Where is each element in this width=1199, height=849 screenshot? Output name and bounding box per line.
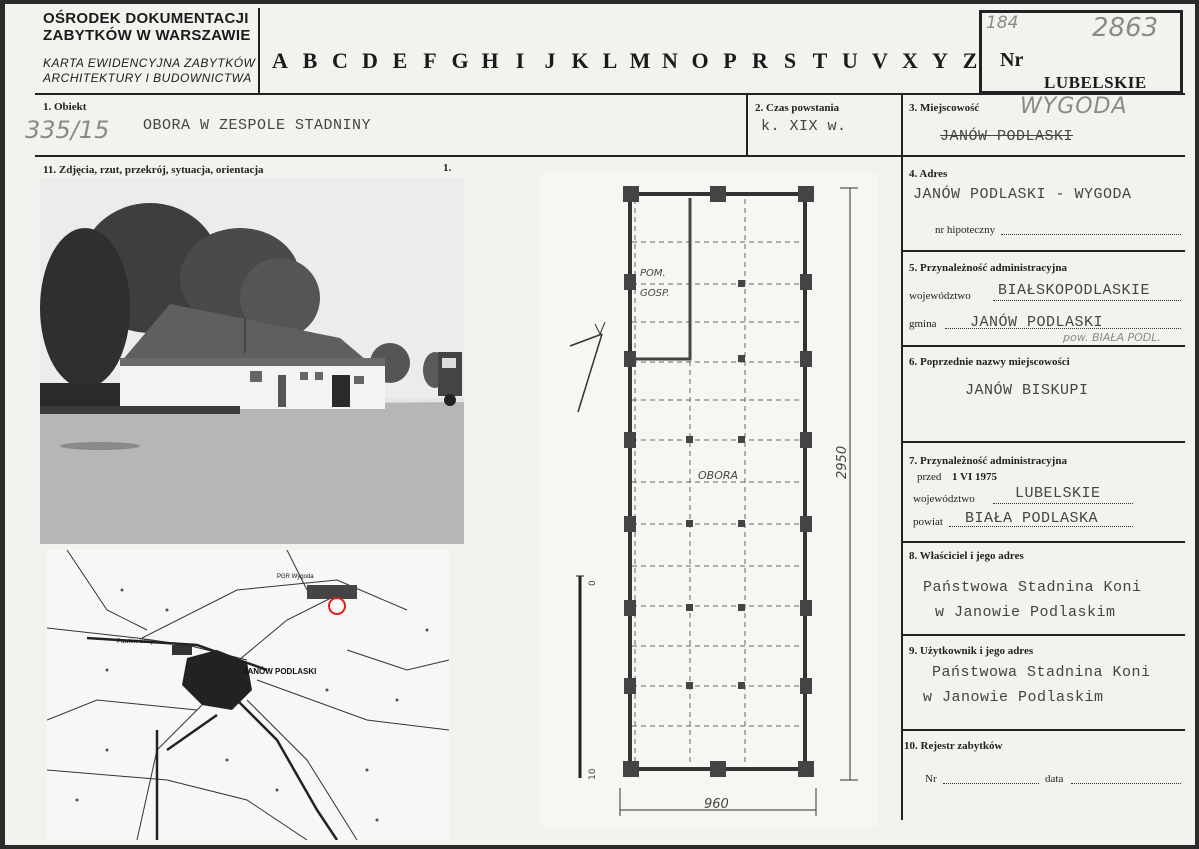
field-5-gmina-label: gmina <box>909 318 937 330</box>
index-letter: X <box>902 48 918 73</box>
region-name: LUBELSKIE <box>1044 73 1147 92</box>
field-8-line1: Państwowa Stadnina Koni <box>923 579 1142 596</box>
plan-room-label-2: GOSP. <box>640 288 670 299</box>
nr-label: Nr <box>1000 49 1024 71</box>
field-5-handwritten: pow. BIAŁA PODL. <box>1063 331 1161 344</box>
map-graphic <box>47 550 449 840</box>
field-7-before-value: 1 VI 1975 <box>952 471 998 483</box>
index-letter: F <box>423 48 437 73</box>
field-1-label: 1. Obiekt <box>43 101 87 113</box>
map-label-site: PGR Wygoda <box>277 574 314 580</box>
index-letter: E <box>392 48 408 73</box>
divider <box>901 250 1185 252</box>
divider <box>901 93 903 820</box>
card-kind: KARTA EWIDENCYJNA ZABYTKÓW ARCHITEKTURY I BUDOWNICTWA <box>43 56 256 85</box>
index-letter: J <box>544 48 556 73</box>
location-map <box>47 550 449 840</box>
field-3-value: JANÓW PODLASKI <box>940 128 1074 145</box>
field-5-label: 5. Przynależność administracyjna <box>909 262 1067 274</box>
field-7-county-label: powiat <box>913 516 943 528</box>
index-letter: A <box>272 48 288 73</box>
building-photo <box>40 178 464 544</box>
divider <box>35 93 1185 95</box>
nr-box <box>979 10 1183 94</box>
floor-plan-graphic <box>540 174 878 826</box>
field-9-line1: Państwowa Stadnina Koni <box>932 664 1151 681</box>
field-7-voivodeship-label: województwo <box>913 493 975 505</box>
divider <box>35 155 1185 157</box>
index-letters <box>265 48 985 74</box>
dotted-line <box>1071 783 1181 784</box>
field-6-label: 6. Poprzednie nazwy miejscowości <box>909 356 1070 368</box>
field-1-handwritten-ref: 335/15 <box>25 116 110 144</box>
field-5-voivodeship-value: BIAŁSKOPODLASKIE <box>998 282 1151 299</box>
field-6-value: JANÓW BISKUPI <box>965 382 1089 399</box>
index-letter: V <box>872 48 888 73</box>
field-5-voivodeship-label: województwo <box>909 290 971 302</box>
dotted-line <box>949 526 1133 527</box>
index-letter: T <box>812 48 828 73</box>
plan-dim-width: 960 <box>704 797 729 812</box>
index-letter: K <box>571 48 589 73</box>
index-letter: M <box>629 48 651 73</box>
index-letter: H <box>481 48 499 73</box>
index-letter: L <box>602 48 618 73</box>
nr-handwritten-top: 184 <box>986 13 1019 33</box>
index-letter: O <box>691 48 709 73</box>
plan-scale-ten: 10 <box>588 768 598 780</box>
index-letter: Z <box>962 48 978 73</box>
floor-plan <box>540 174 878 826</box>
index-letter: N <box>662 48 678 73</box>
field-2-label: 2. Czas powstania <box>755 102 840 114</box>
field-11-label: 11. Zdjęcia, rzut, przekrój, sytuacja, orientacja <box>43 164 264 176</box>
field-1-value: OBORA W ZESPOLE STADNINY <box>143 117 372 134</box>
index-letter: G <box>451 48 469 73</box>
field-2-value: k. XIX w. <box>761 118 847 135</box>
field-3-handwritten: WYGODA <box>1020 94 1128 119</box>
dotted-line <box>993 503 1133 504</box>
field-8-label: 8. Właściciel i jego adres <box>909 550 1024 562</box>
plan-dim-length: 2950 <box>835 445 850 479</box>
record-card <box>5 4 1195 845</box>
field-3-label: 3. Miejscowość <box>909 102 980 114</box>
divider <box>746 93 748 155</box>
divider <box>901 541 1185 543</box>
plan-room-label-1: POM. <box>640 268 666 279</box>
field-9-line2: w Janowie Podlaskim <box>923 689 1104 706</box>
organization-name: OŚRODEK DOKUMENTACJI ZABYTKÓW W WARSZAWIE <box>43 10 251 44</box>
index-letter: U <box>842 48 858 73</box>
field-10-label: 10. Rejestr zabytków <box>904 740 1003 752</box>
field-11-mark: 1. <box>443 162 452 174</box>
dotted-line <box>945 328 1181 329</box>
field-5-gmina-value: JANÓW PODLASKI <box>970 314 1104 331</box>
map-label-village: Pawłów Stary <box>117 639 154 645</box>
dotted-line <box>993 300 1181 301</box>
index-letter: D <box>362 48 378 73</box>
dotted-line <box>1001 234 1181 235</box>
index-letter: I <box>515 48 525 73</box>
dotted-line <box>943 783 1039 784</box>
field-10-date-label: data <box>1045 773 1064 785</box>
field-7-before-label: przed <box>917 471 942 483</box>
field-7-county-value: BIAŁA PODLASKA <box>965 510 1099 527</box>
divider <box>901 345 1185 347</box>
divider <box>258 8 260 94</box>
field-9-label: 9. Użytkownik i jego adres <box>909 645 1034 657</box>
field-4-value: JANÓW PODLASKI - WYGODA <box>913 186 1132 203</box>
index-letter: C <box>332 48 348 73</box>
index-letter: S <box>783 48 797 73</box>
divider <box>901 634 1185 636</box>
index-letter: R <box>752 48 768 73</box>
divider <box>901 729 1185 731</box>
field-4-sub-label: nr hipoteczny <box>935 224 996 236</box>
divider <box>901 441 1185 443</box>
field-7-voivodeship-value: LUBELSKIE <box>1015 485 1101 502</box>
photo-graphic <box>40 178 464 544</box>
map-label-town: JANÓW PODLASKI <box>243 667 317 676</box>
index-letter: Y <box>932 48 948 73</box>
index-letter: B <box>302 48 318 73</box>
index-letter: P <box>723 48 737 73</box>
nr-handwritten-main: 2863 <box>1092 13 1159 43</box>
field-10-nr-label: Nr <box>925 773 937 785</box>
plan-main-label: OBORA <box>698 469 739 482</box>
field-7-label: 7. Przynależność administracyjna <box>909 455 1067 467</box>
plan-scale-zero: 0 <box>588 580 598 586</box>
field-8-line2: w Janowie Podlaskim <box>935 604 1116 621</box>
field-4-label: 4. Adres <box>909 168 948 180</box>
